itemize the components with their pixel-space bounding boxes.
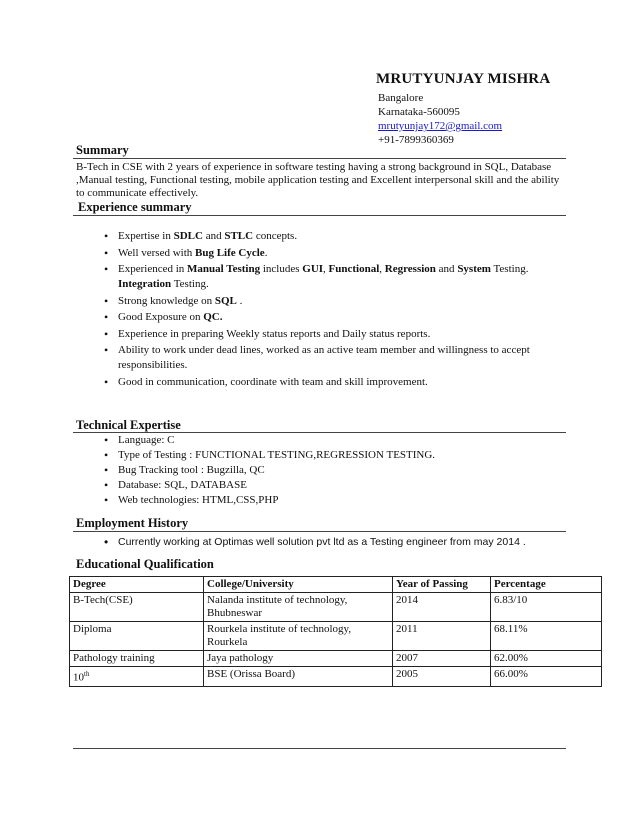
education-table bbox=[69, 576, 602, 687]
education-cell: 2007 bbox=[393, 651, 491, 667]
header-college: College/University bbox=[204, 577, 393, 593]
employment-item: • Currently working at Optimas well solution pvt ltd as a Testing engineer from may 2014 . bbox=[92, 535, 562, 550]
experience-item: • Good in communication, coordinate with team and skill improvement. bbox=[92, 375, 562, 390]
education-cell: 62.00% bbox=[491, 651, 602, 667]
summary-divider bbox=[73, 158, 566, 159]
education-row bbox=[70, 593, 602, 622]
education-cell: Pathology training bbox=[70, 651, 204, 667]
employment-divider bbox=[73, 531, 566, 532]
education-cell: Rourkela institute of technology, Rourkela bbox=[204, 622, 393, 651]
summary-heading: Summary bbox=[76, 143, 129, 157]
experience-divider bbox=[73, 215, 566, 216]
education-row bbox=[70, 667, 602, 687]
technical-item: • Language: C bbox=[92, 433, 562, 448]
education-header-row bbox=[70, 577, 602, 593]
experience-heading: Experience summary bbox=[78, 200, 192, 214]
header-degree: Degree bbox=[70, 577, 204, 593]
header-percentage: Percentage bbox=[491, 577, 602, 593]
education-cell: Diploma bbox=[70, 622, 204, 651]
contact-city: Bangalore bbox=[378, 92, 424, 104]
education-heading: Educational Qualification bbox=[76, 557, 214, 571]
employment-heading: Employment History bbox=[76, 516, 189, 530]
education-cell: Nalanda institute of technology, Bhubneswar bbox=[204, 593, 393, 622]
experience-item: • Good Exposure on QC. bbox=[92, 310, 562, 325]
education-cell: 2011 bbox=[393, 622, 491, 651]
education-cell: 2005 bbox=[393, 667, 491, 687]
technical-item: • Type of Testing : FUNCTIONAL TESTING,REGRESSION TESTING. bbox=[92, 448, 562, 463]
education-cell: Jaya pathology bbox=[204, 651, 393, 667]
contact-state: Karnataka-560095 bbox=[378, 106, 460, 118]
education-cell: BSE (Orissa Board) bbox=[204, 667, 393, 687]
experience-item: • Experience in preparing Weekly status reports and Daily status reports. bbox=[92, 327, 562, 342]
experience-item: • Expertise in SDLC and STLC concepts. bbox=[92, 229, 562, 244]
technical-item: • Database: SQL, DATABASE bbox=[92, 478, 562, 493]
education-cell: 68.11% bbox=[491, 622, 602, 651]
education-cell: 66.00% bbox=[491, 667, 602, 687]
education-cell: 10th bbox=[70, 667, 204, 687]
experience-item: • Ability to work under dead lines, worked as an active team member and willingness to accept responsibilities. bbox=[92, 343, 562, 373]
experience-item: • Experienced in Manual Testing includes GUI, Functional, Regression and System Testing. Integration Testing. bbox=[92, 262, 562, 292]
employment-list bbox=[92, 535, 562, 550]
education-cell: 6.83/10 bbox=[491, 593, 602, 622]
technical-item: • Web technologies: HTML,CSS,PHP bbox=[92, 493, 562, 508]
education-cell: B-Tech(CSE) bbox=[70, 593, 204, 622]
technical-item: • Bug Tracking tool : Bugzilla, QC bbox=[92, 463, 562, 478]
contact-phone: +91-7899360369 bbox=[378, 134, 454, 146]
education-row bbox=[70, 651, 602, 667]
experience-item: • Strong knowledge on SQL . bbox=[92, 294, 562, 309]
candidate-name: MRUTYUNJAY MISHRA bbox=[376, 71, 551, 87]
experience-item: • Well versed with Bug Life Cycle. bbox=[92, 246, 562, 261]
technical-heading: Technical Expertise bbox=[76, 418, 181, 432]
header-year: Year of Passing bbox=[393, 577, 491, 593]
footer-divider bbox=[73, 748, 566, 749]
summary-text: B-Tech in CSE with 2 years of experience in software testing having a strong background in SQL, Database ,Manual testing, Functional testing, mobile application testing and Excellent interpersonal skill and the ability to communicate effectively. bbox=[76, 161, 560, 199]
education-cell: 2014 bbox=[393, 593, 491, 622]
technical-list bbox=[92, 433, 562, 508]
education-row bbox=[70, 622, 602, 651]
contact-email-link[interactable]: mrutyunjay172@gmail.com bbox=[378, 120, 503, 132]
experience-list bbox=[92, 229, 562, 391]
